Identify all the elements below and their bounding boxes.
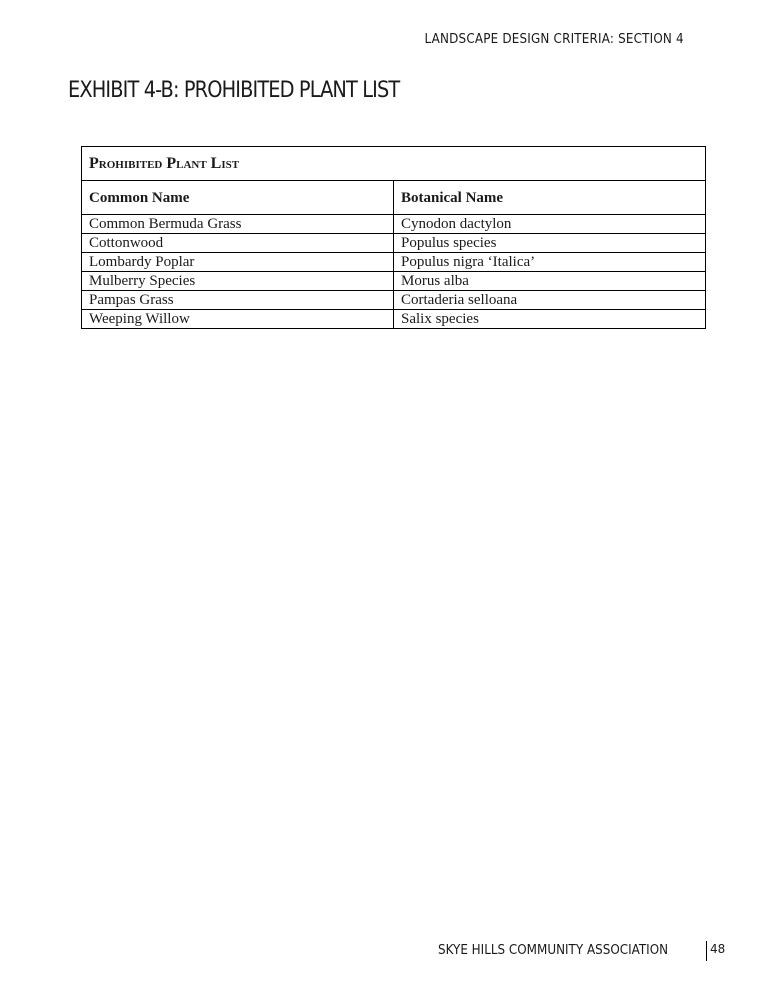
table-row: [82, 234, 706, 253]
table-caption: Prohibited Plant List: [82, 147, 706, 181]
column-header-botanical-name: Botanical Name: [394, 181, 706, 215]
common-name-cell: Cottonwood: [82, 234, 394, 253]
table-row: [82, 215, 706, 234]
table-row: [82, 291, 706, 310]
column-header-common-name: Common Name: [82, 181, 394, 215]
common-name-cell: Pampas Grass: [82, 291, 394, 310]
table-row: [82, 310, 706, 329]
botanical-name-cell: Cortaderia selloana: [394, 291, 706, 310]
common-name-cell: Mulberry Species: [82, 272, 394, 291]
footer-divider: [706, 941, 707, 961]
common-name-cell: Common Bermuda Grass: [82, 215, 394, 234]
botanical-name-cell: Morus alba: [394, 272, 706, 291]
botanical-name-cell: Cynodon dactylon: [394, 215, 706, 234]
running-header: LANDSCAPE DESIGN CRITERIA: SECTION 4: [424, 32, 684, 47]
botanical-name-cell: Salix species: [394, 310, 706, 329]
page-title: EXHIBIT 4-B: PROHIBITED PLANT LIST: [68, 78, 400, 103]
botanical-name-cell: Populus species: [394, 234, 706, 253]
botanical-name-cell: Populus nigra ‘Italica’: [394, 253, 706, 272]
common-name-cell: Weeping Willow: [82, 310, 394, 329]
table-row: [82, 272, 706, 291]
page-number: 48: [710, 942, 726, 956]
footer-organization: SKYE HILLS COMMUNITY ASSOCIATION: [438, 943, 669, 958]
table-row: [82, 253, 706, 272]
prohibited-plant-table: [81, 146, 706, 329]
common-name-cell: Lombardy Poplar: [82, 253, 394, 272]
